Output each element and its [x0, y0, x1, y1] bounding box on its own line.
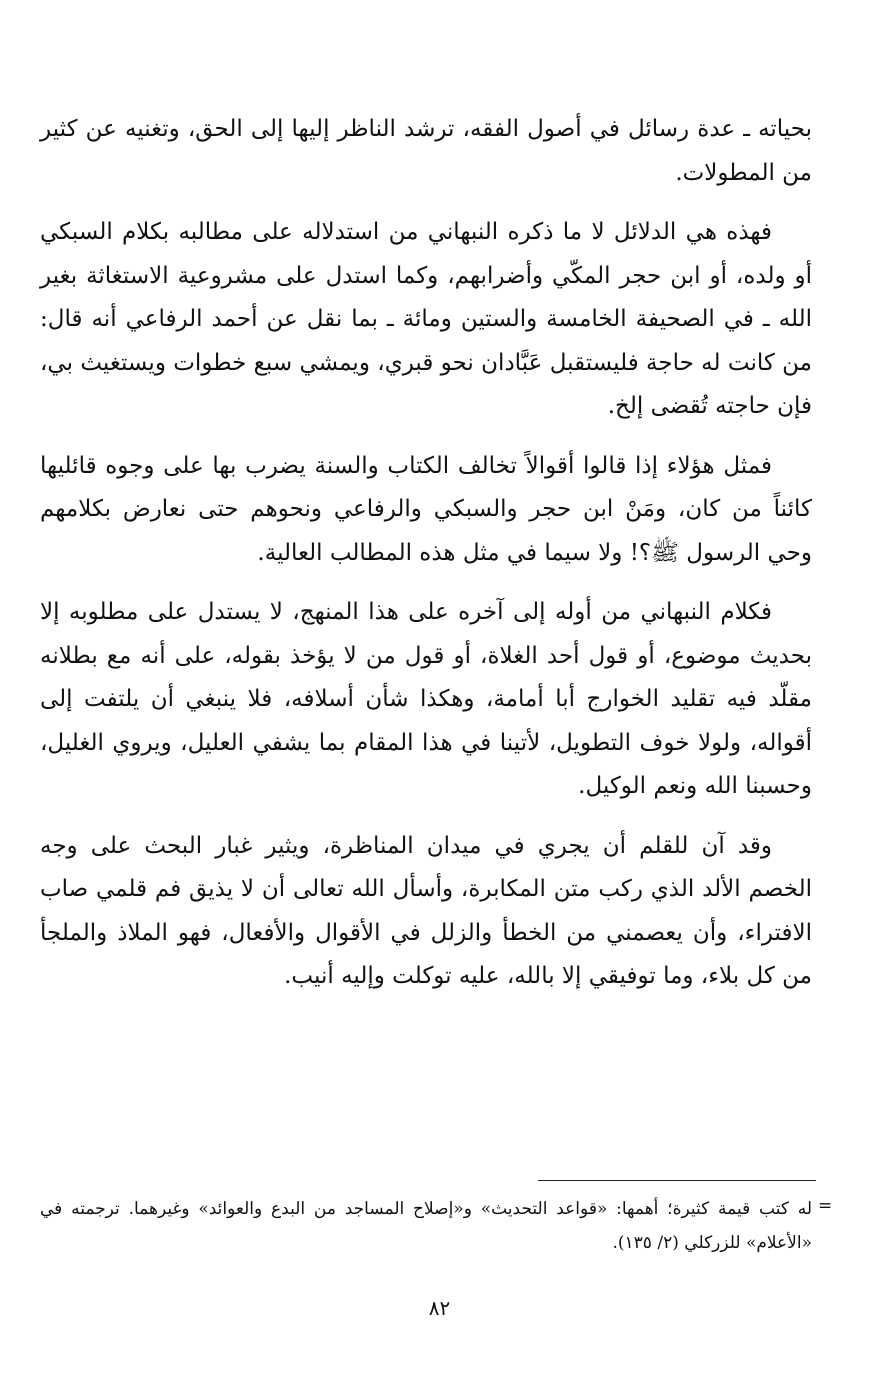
footnote-continuation-marker: =	[818, 1196, 833, 1216]
page-body	[40, 108, 812, 1015]
page-number: ٨٢	[428, 1296, 451, 1320]
paragraph-1: بحياته ـ عدة رسائل في أصول الفقه، ترشد الناظر إليها إلى الحق، وتغنيه عن كثير من المطولات.	[40, 116, 812, 186]
paragraph-4: فكلام النبهاني من أوله إلى آخره على هذا المنهج، لا يستدل على مطلوبه إلا بحديث موضوع، أو قول أحد الغلاة، أو قول من لا يؤخذ بقوله، على أنه مع بطلانه مقلّد فيه تقليد الخوارج أبا أمامة، وهكذا شأن أسلافه، فلا ينبغي أن يلتفت إلى أقواله، ولولا خوف التطويل، لأتينا في هذا المقام بما يشفي العليل، ويروي الغليل، وحسبنا الله ونعم الوكيل.	[40, 599, 812, 799]
paragraph-5: وقد آن للقلم أن يجري في ميدان المناظرة، ويثير غبار البحث على وجه الخصم الألد الذي ركب متن المكابرة، وأسأل الله تعالى أن لا يذيق فم قلمي صاب الافتراء، وأن يعصمني من الخطأ والزلل في الأقوال والأفعال، فهو الملاذ والملجأ من كل بلاء، وما توفيقي إلا بالله، عليه توكلت وإليه أنيب.	[40, 832, 812, 989]
footnote-separator	[538, 1180, 816, 1181]
paragraph-3: فمثل هؤلاء إذا قالوا أقوالاً تخالف الكتاب والسنة يضرب بها على وجوه قائليها كائناً من كان، ومَنْ ابن حجر والسبكي والرفاعي ونحوهم حتى نعارض بكلامهم وحي الرسول ﷺ؟! ولا سيما في مثل هذه المطالب العالية.	[40, 452, 812, 566]
paragraph-2: فهذه هي الدلائل لا ما ذكره النبهاني من استدلاله على مطالبه بكلام السبكي أو ولده، أو ابن حجر المكّي وأضرابهم، وكما استدل على مشروعية الاستغاثة بغير الله ـ في الصحيفة الخامسة والستين ومائة ـ بما نقل عن أحمد الرفاعي أنه قال: من كانت له حاجة فليستقبل عَبَّادان نحو قبري، ويمشي سبع خطوات ويستغيث بي، فإن حاجته تُقضى إلخ.	[40, 219, 812, 419]
footnote-text: له كتب قيمة كثيرة؛ أهمها: «قواعد التحديث» و«إصلاح المساجد من البدع والعوائد» وغيرهما. ترجمته في «الأعلام» للزركلي (٢/ ١٣٥).	[40, 1199, 812, 1253]
